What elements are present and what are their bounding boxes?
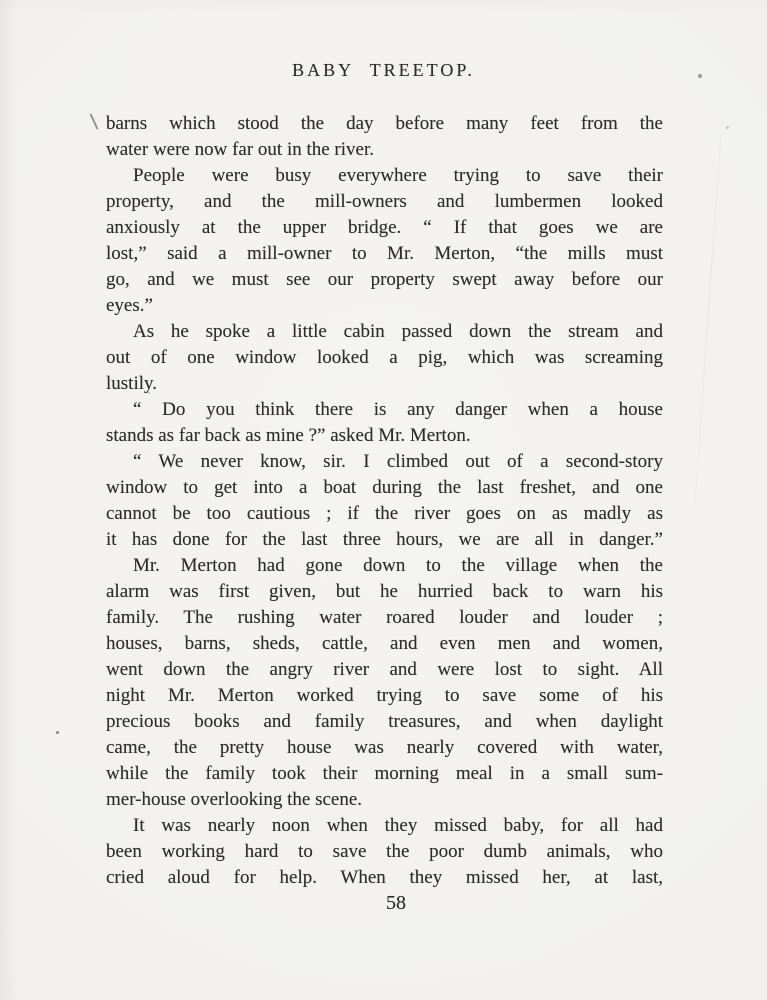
scan-stray-mark — [90, 113, 99, 129]
text-line: went down the angry river and were lost to sight. All — [106, 659, 663, 680]
running-head: BABY TREETOP. — [292, 60, 475, 80]
text-line: houses, barns, sheds, cattle, and even men and women, — [106, 633, 663, 654]
scan-speck — [698, 74, 702, 78]
text-line: “ Do you think there is any danger when a house — [133, 399, 663, 420]
text-line: mer-house overlooking the scene. — [106, 789, 363, 810]
text-line: barns which stood the day before many feet from the — [106, 113, 663, 134]
text-line: family. The rushing water roared louder and louder ; — [106, 607, 663, 628]
text-line: while the family took their morning meal in a small sum- — [106, 763, 663, 784]
text-line: lost,” said a mill-owner to Mr. Merton, “the mills must — [106, 243, 663, 264]
text-line: window to get into a boat during the last freshet, and one — [106, 477, 663, 498]
text-block — [106, 111, 663, 891]
text-line: been working hard to save the poor dumb animals, who — [106, 841, 663, 862]
scan-speck — [56, 731, 59, 734]
text-line: out of one window looked a pig, which was screaming — [106, 347, 663, 368]
text-line: It was nearly noon when they missed baby, for all had — [133, 815, 663, 836]
text-line: go, and we must see our property swept away before our — [106, 269, 663, 290]
text-line: “ We never know, sir. I climbed out of a second-story — [133, 451, 663, 472]
text-line: lustily. — [106, 373, 158, 394]
text-line: alarm was first given, but he hurried back to warn his — [106, 581, 663, 602]
text-line: anxiously at the upper bridge. “ If that goes we are — [106, 217, 663, 238]
text-line: water were now far out in the river. — [106, 139, 375, 160]
text-line: it has done for the last three hours, we are all in danger.” — [106, 529, 663, 550]
text-line: cannot be too cautious ; if the river goes on as madly as — [106, 503, 663, 524]
text-line: As he spoke a little cabin passed down the stream and — [133, 321, 663, 342]
scan-speck — [726, 126, 729, 129]
text-line: stands as far back as mine ?” asked Mr. Merton. — [106, 425, 471, 446]
scan-crease — [688, 81, 725, 600]
text-line: precious books and family treasures, and when daylight — [106, 711, 663, 732]
text-line: cried aloud for help. When they missed her, at last, — [106, 867, 663, 888]
text-line: came, the pretty house was nearly covered with water, — [106, 737, 663, 758]
text-line: eyes.” — [106, 295, 153, 316]
text-line: property, and the mill-owners and lumbermen looked — [106, 191, 663, 212]
page-number: 58 — [386, 892, 406, 914]
text-line: Mr. Merton had gone down to the village when the — [133, 555, 663, 576]
text-line: night Mr. Merton worked trying to save some of his — [106, 685, 663, 706]
text-line: People were busy everywhere trying to save their — [133, 165, 663, 186]
